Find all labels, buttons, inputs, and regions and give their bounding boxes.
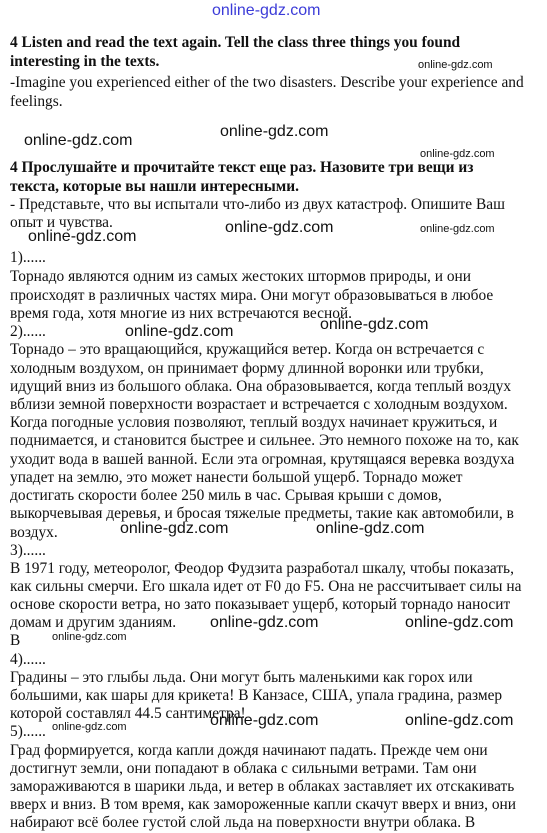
body-line: В	[10, 632, 21, 649]
watermark: online-gdz.com	[210, 614, 319, 631]
watermark: online-gdz.com	[210, 712, 319, 729]
body-line: 4)......	[10, 651, 46, 668]
body-line: уходит вода в вашей ванной. Если эта огромная, крутящаяся веревка воздуха	[10, 451, 515, 468]
body-line: идущий вниз из большого облака. Она образовывается, когда теплый воздух	[10, 378, 512, 395]
body-line: Град формируется, когда капли дождя начинают падать. Прежде чем они	[10, 742, 488, 759]
watermark: online-gdz.com	[225, 219, 334, 236]
watermark: online-gdz.com	[125, 323, 234, 340]
body-line: воздух.	[10, 524, 58, 541]
watermark: online-gdz.com	[220, 123, 329, 140]
watermark-top: online-gdz.com	[212, 2, 321, 19]
body-line: домам и другим зданиям.	[10, 614, 177, 631]
russian-heading-line-2: текста, которые вы нашли интересными.	[10, 178, 300, 195]
watermark: online-gdz.com	[320, 316, 429, 333]
body-line: В 1971 году, метеоролог, Феодор Фудзита разработал шкалу, чтобы показать,	[10, 560, 514, 577]
body-line: Торнадо являются одним из самых жестоких штормов природы, и они	[10, 268, 471, 285]
body-line: которой составлял 44.5 сантиметра!	[10, 705, 246, 722]
body-line: достигнут земли, они попадают в облака с сильными ветрами. Там они	[10, 760, 477, 777]
body-line: как сильны смерчи. Его шкала идет от F0 до F5. Она не рассчитывает силы на	[10, 578, 522, 595]
watermark: online-gdz.com	[28, 228, 137, 245]
russian-task-line-1: - Представьте, что вы испытали что-либо из двух катастроф. Опишите Ваш	[10, 196, 505, 213]
body-line: происходят в различных частях мира. Они могут образовываться в любое	[10, 287, 494, 304]
body-line: Торнадо – это вращающийся, кружащийся ветер. Когда он встречается с	[10, 341, 485, 358]
body-line: выкорчевывая деревья, и бросая тяжелые предметы, такие как автомобили, в	[10, 505, 514, 522]
english-heading-line-2: interesting in the texts.	[10, 53, 160, 70]
english-task-line-1: -Imagine you experienced either of the two disasters. Describe your experience and	[10, 74, 524, 91]
body-line: время года, хотя многие из них встречаются весной.	[10, 305, 352, 322]
body-line: 3)......	[10, 542, 46, 559]
watermark: online-gdz.com	[24, 132, 133, 149]
watermark: online-gdz.com	[405, 614, 514, 631]
watermark: online-gdz.com	[52, 721, 127, 733]
watermark: online-gdz.com	[420, 223, 495, 235]
body-line: Градины – это глыбы льда. Они могут быть маленькими как горох или	[10, 669, 473, 686]
watermark: online-gdz.com	[405, 712, 514, 729]
body-line: достигать скорости более 250 миль в час. Срывая крыши с домов,	[10, 487, 442, 504]
watermark: online-gdz.com	[120, 520, 229, 537]
english-task-line-2: feelings.	[10, 93, 63, 110]
watermark: online-gdz.com	[418, 59, 493, 71]
english-heading-line-1: 4 Listen and read the text again. Tell the class three things you found	[10, 34, 461, 51]
body-line: 5)......	[10, 723, 46, 740]
watermark: online-gdz.com	[52, 631, 127, 643]
body-line: большими, как шары для крикета! В Канзасе, США, упала градина, размер	[10, 687, 503, 704]
body-line: основе скорости ветра, но зато показывает ущерб, который торнадо наносит	[10, 596, 511, 613]
watermark: online-gdz.com	[316, 520, 425, 537]
body-line: вверх и вниз. В том время, как замороженные капли скачут вверх и вниз, они	[10, 796, 517, 813]
body-line: поднимается, и становится быстрее и сильнее. Это немного похоже на то, как	[10, 432, 519, 449]
russian-task-line-2: опыт и чувства.	[10, 214, 113, 231]
body-line: вблизи земной поверхности возрастает и встречается с холодным воздухом.	[10, 396, 508, 413]
body-line: набирают всё более густой слой льда на поверхности внутри облака. В	[10, 814, 476, 831]
body-line: холодным воздухом, он принимает форму длинной воронки или трубки,	[10, 360, 484, 377]
russian-heading-line-1: 4 Прослушайте и прочитайте текст еще раз. Назовите три вещи из	[10, 159, 474, 176]
watermark: online-gdz.com	[420, 148, 495, 160]
body-line: замораживаются в шарики льда, и ветер в облаках заставляет их отскакивать	[10, 778, 515, 795]
body-line: упадет на землю, это может нанести большой ущерб. Торнадо может	[10, 469, 463, 486]
body-line: Когда погодные условия позволяют, теплый воздух начинает кружиться, и	[10, 414, 498, 431]
body-line: 2)......	[10, 323, 46, 340]
body-line: 1)......	[10, 249, 46, 266]
